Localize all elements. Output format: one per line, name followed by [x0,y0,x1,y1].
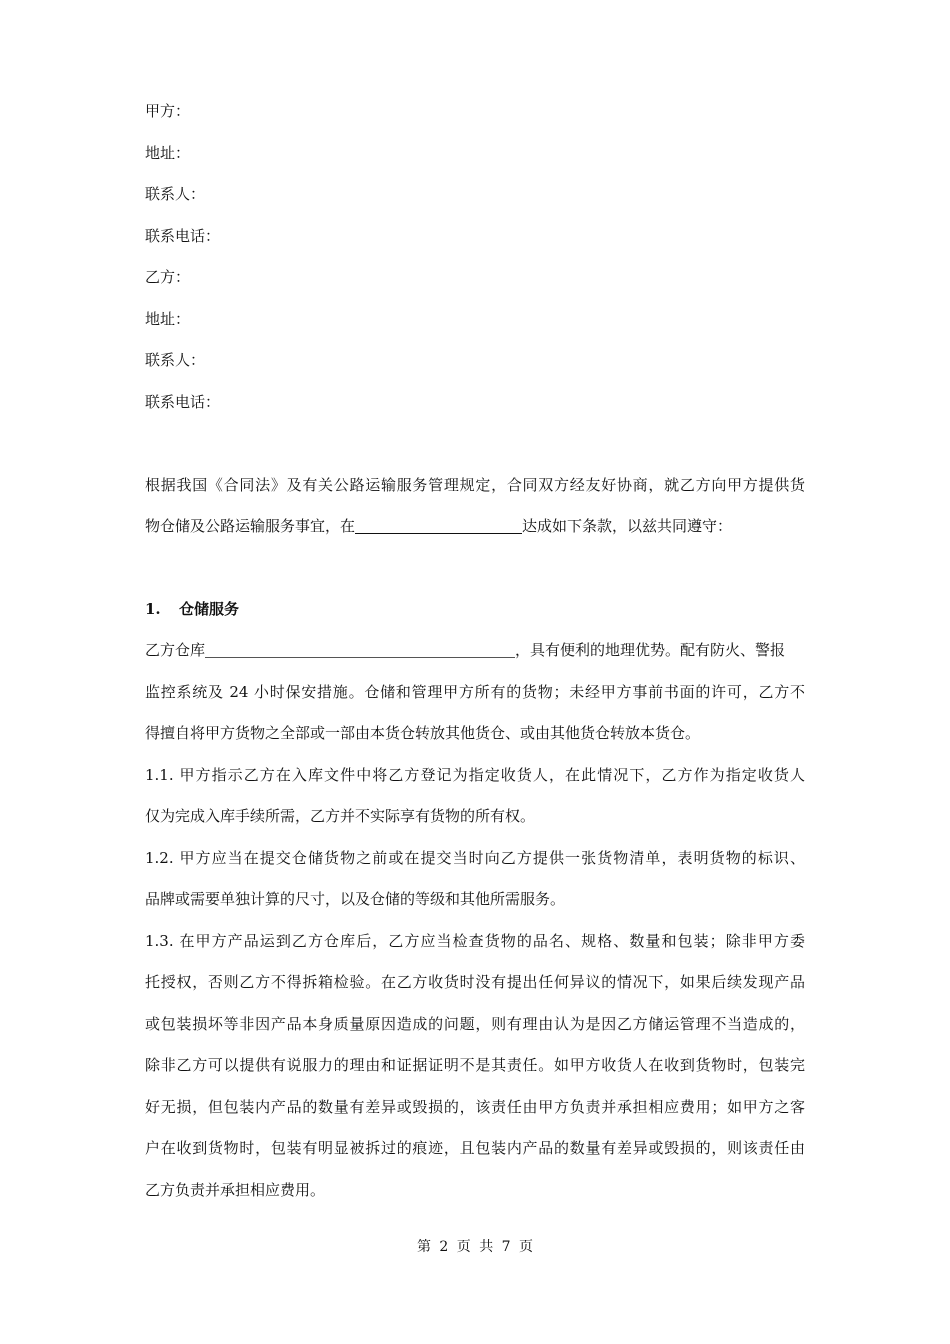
clause-1-1-line-2: 仅为完成入库手续所需，乙方并不实际享有货物的所有权。 [145,807,536,825]
clause-1-1-line-1: 1.1. 甲方指示乙方在入库文件中将乙方登记为指定收货人，在此情况下，乙方作为指定收货人 [145,766,805,784]
clause-1-3-line-3: 或包装损坏等非因产品本身质量原因造成的问题，则有理由认为是因乙方储运管理不当造成的， [145,1015,805,1033]
clause-1-3-line-4: 除非乙方可以提供有说服力的理由和证据证明不是其责任。如甲方收货人在收到货物时，包装完 [145,1056,805,1074]
section-1-heading [145,599,805,619]
section-1-p1-line-1 [145,640,805,660]
clause-1-2-line-2: 品牌或需要单独计算的尺寸，以及仓储的等级和其他所需服务。 [145,890,566,908]
party-b-address-label: 地址： [145,310,191,328]
preamble-text-after-blank: 达成如下条款，以兹共同遵守： [522,517,733,535]
party-b-label: 乙方： [145,268,191,286]
section-1-number: 1. [145,600,161,618]
date-blank [355,518,522,534]
clause-1-3-line-7: 乙方负责并承担相应费用。 [145,1181,326,1199]
section-1-p1-line-3: 得擅自将甲方货物之全部或一部由本货仓转放其他货仓、或由其他货仓转放本货仓。 [145,724,701,742]
clause-1-3-line-2: 托授权，否则乙方不得拆箱检验。在乙方收货时没有提出任何异议的情况下，如果后续发现产品 [145,973,805,991]
preamble-text-before-blank: 物仓储及公路运输服务事宜，在 [145,517,356,535]
section-1-title: 仓储服务 [179,600,240,618]
clause-1-2-line-1: 1.2. 甲方应当在提交仓储货物之前或在提交当时向乙方提供一张货物清单，表明货物的标识、 [145,849,805,867]
preamble-line-1: 根据我国《合同法》及有关公路运输服务管理规定，合同双方经友好协商，就乙方向甲方提供货 [145,476,805,494]
clause-1-3-line-6: 户在收到货物时，包装有明显被拆过的痕迹，且包装内产品的数量有差异或毁损的，则该责任由 [145,1139,805,1157]
warehouse-label: 乙方仓库 [145,641,206,659]
party-a-contact-label: 联系人： [145,185,206,203]
warehouse-text-after-blank: ，具有便利的地理优势。配有防火、警报 [515,641,786,659]
warehouse-address-blank [205,642,515,658]
party-a-phone-label: 联系电话： [145,227,221,245]
clause-1-3-line-1: 1.3. 在甲方产品运到乙方仓库后，乙方应当检查货物的品名、规格、数量和包装；除非甲方委 [145,932,805,950]
page-footer: 第 2 页 共 7 页 [416,1239,534,1255]
section-1-p1-line-2: 监控系统及 24 小时保安措施。仓储和管理甲方所有的货物；未经甲方事前书面的许可，乙方不 [145,683,805,701]
preamble-line-2 [145,516,805,536]
clause-1-3-line-5: 好无损，但包装内产品的数量有差异或毁损的，该责任由甲方负责并承担相应费用；如甲方之客 [145,1098,805,1116]
party-b-contact-label: 联系人： [145,351,206,369]
party-a-address-label: 地址： [145,144,191,162]
party-b-phone-label: 联系电话： [145,393,221,411]
party-a-label: 甲方： [145,102,191,120]
